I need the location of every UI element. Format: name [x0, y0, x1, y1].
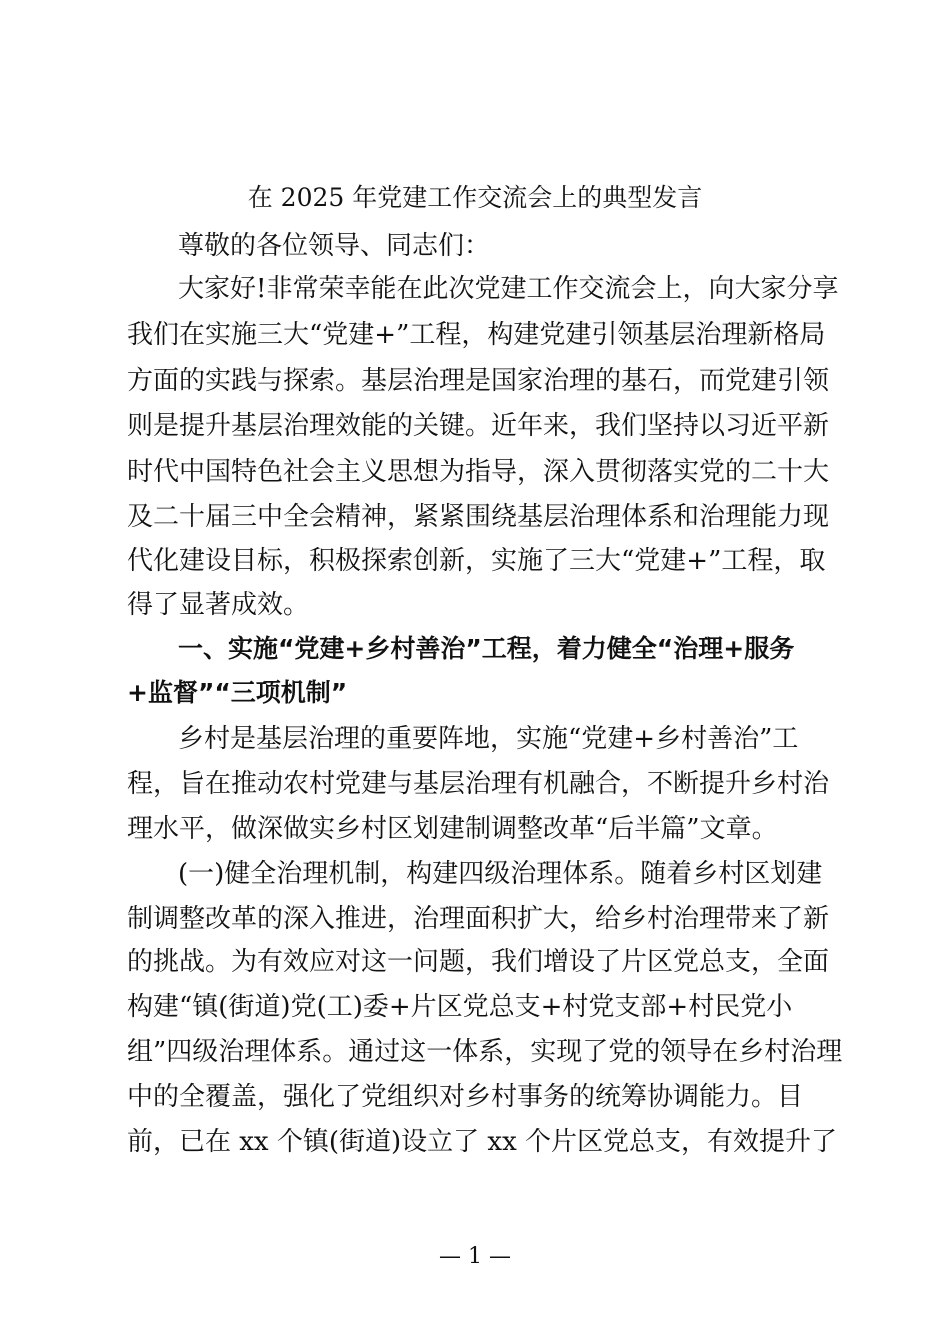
- paragraph-line: (一)健全治理机制，构建四级治理体系。随着乡村区划建: [178, 859, 823, 889]
- paragraph-line: 组”四级治理体系。通过这一体系，实现了党的领导在乡村治理: [127, 1037, 843, 1067]
- paragraph-line: 得了显著成效。: [127, 590, 310, 620]
- paragraph-line: 方面的实践与探索。基层治理是国家治理的基石，而党建引领: [127, 366, 830, 396]
- document-title: 在 2025 年党建工作交流会上的典型发言: [247, 183, 703, 212]
- paragraph-line: 则是提升基层治理效能的关键。近年来，我们坚持以习近平新: [127, 411, 830, 441]
- paragraph-line: 前，已在 xx 个镇(街道)设立了 xx 个片区党总支，有效提升了: [127, 1127, 837, 1157]
- paragraph-line: 程，旨在推动农村党建与基层治理有机融合，不断提升乡村治: [127, 769, 830, 799]
- paragraph-line: 构建“镇(街道)党(工)委+片区党总支+村党支部+村民党小: [127, 992, 793, 1022]
- page-number: — 1 —: [439, 1244, 511, 1269]
- paragraph-line: 乡村是基层治理的重要阵地，实施“党建+乡村善治”工: [178, 724, 799, 754]
- paragraph-line: 制调整改革的深入推进，治理面积扩大，给乡村治理带来了新: [127, 904, 830, 934]
- section-heading: +监督”“三项机制”: [127, 678, 348, 707]
- paragraph-line: 的挑战。为有效应对这一问题，我们增设了片区党总支，全面: [127, 947, 830, 977]
- paragraph-line: 大家好!非常荣幸能在此次党建工作交流会上，向大家分享: [178, 274, 839, 304]
- paragraph-line: 理水平，做深做实乡村区划建制调整改革“后半篇”文章。: [127, 814, 778, 844]
- salutation: 尊敬的各位领导、同志们：: [178, 231, 491, 261]
- section-heading: 一、实施“党建+乡村善治”工程，着力健全“治理+服务: [178, 634, 795, 663]
- paragraph-line: 时代中国特色社会主义思想为指导，深入贯彻落实党的二十大: [127, 457, 830, 487]
- paragraph-line: 及二十届三中全会精神，紧紧围绕基层治理体系和治理能力现: [127, 502, 830, 532]
- paragraph-line: 代化建设目标，积极探索创新，实施了三大“党建+”工程，取: [127, 546, 826, 576]
- paragraph-line: 中的全覆盖，强化了党组织对乡村事务的统筹协调能力。目: [127, 1082, 804, 1112]
- paragraph-line: 我们在实施三大“党建+”工程，构建党建引领基层治理新格局: [127, 320, 826, 350]
